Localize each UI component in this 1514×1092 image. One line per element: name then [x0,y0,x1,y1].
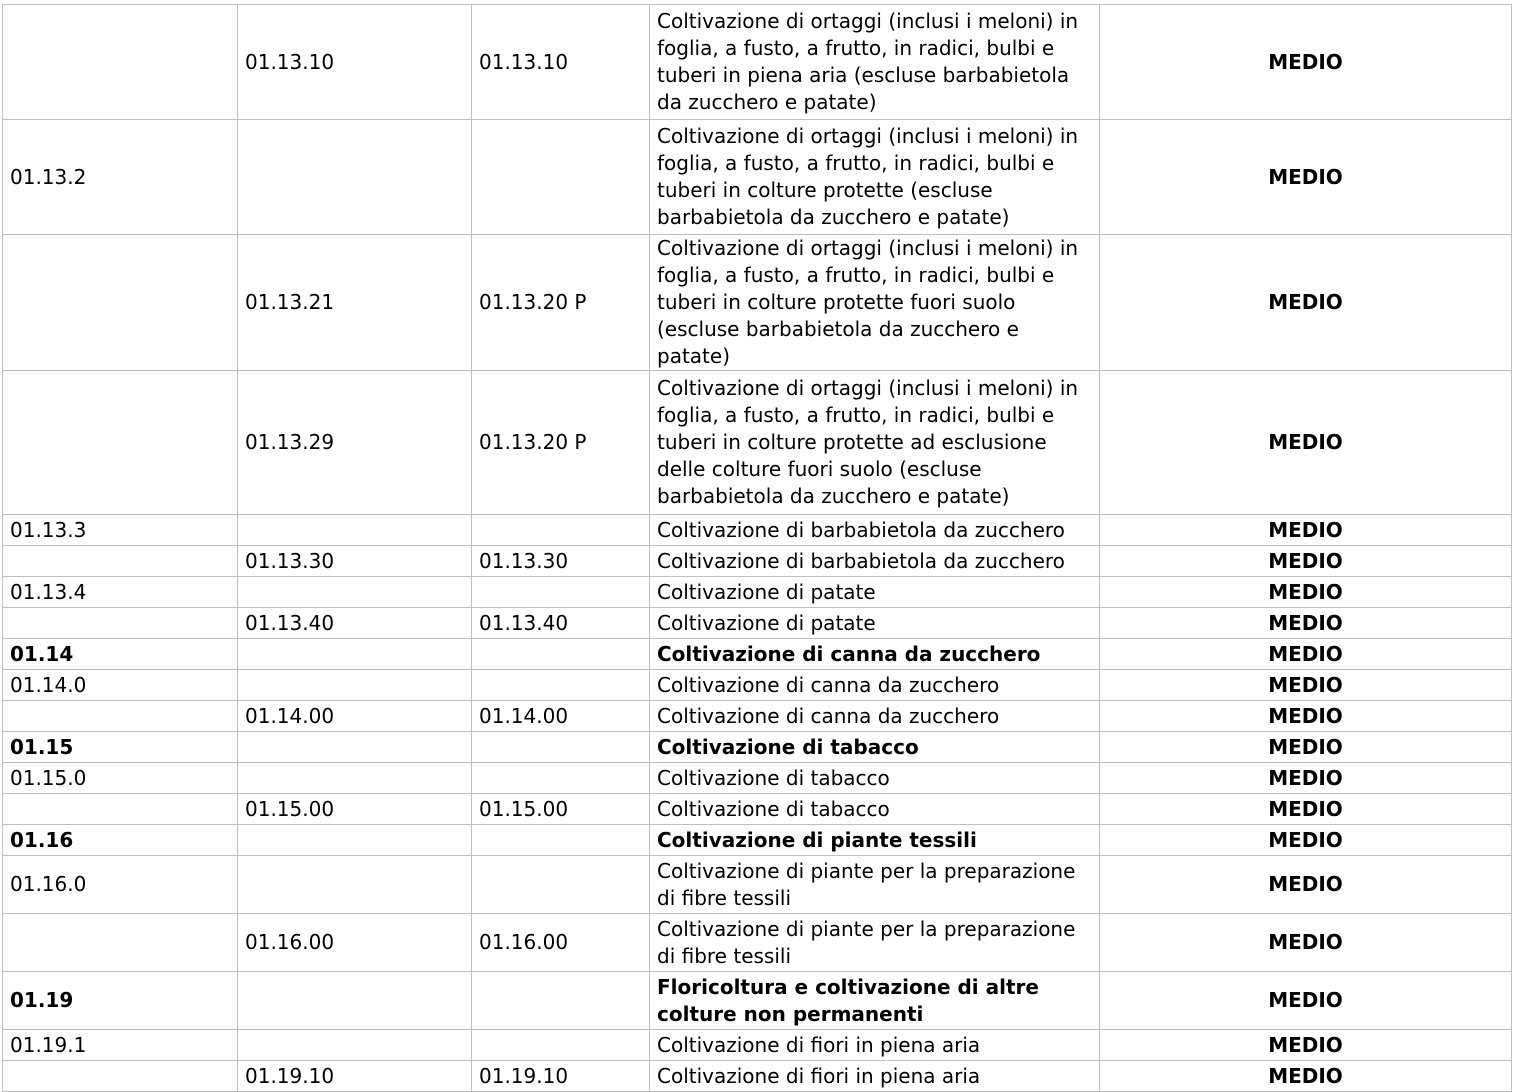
ateco-subcode: 01.16.00 [238,914,472,972]
table-row [3,1061,1512,1092]
ateco-code [3,794,238,825]
risk-level: MEDIO [1100,914,1512,972]
risk-level: MEDIO [1100,546,1512,577]
risk-level: MEDIO [1100,371,1512,515]
risk-level: MEDIO [1100,5,1512,120]
ateco-reference-code: 01.15.00 [472,794,650,825]
ateco-code: 01.15.0 [3,763,238,794]
ateco-code [3,5,238,120]
risk-level: MEDIO [1100,972,1512,1030]
ateco-reference-code [472,515,650,546]
ateco-subcode [238,825,472,856]
ateco-subcode: 01.13.30 [238,546,472,577]
activity-description: Coltivazione di patate [650,577,1100,608]
ateco-code: 01.13.2 [3,120,238,235]
table-row [3,5,1512,120]
activity-description: Coltivazione di barbabietola da zucchero [650,546,1100,577]
activity-description: Coltivazione di ortaggi (inclusi i meloni) in foglia, a fusto, a frutto, in radici, bulbi e tuberi in colture protette (escluse barbabietola da zucchero e patate) [650,120,1100,235]
risk-level: MEDIO [1100,701,1512,732]
ateco-code [3,701,238,732]
table-row [3,120,1512,235]
ateco-code [3,546,238,577]
activity-description: Coltivazione di tabacco [650,794,1100,825]
table-row [3,914,1512,972]
ateco-subcode [238,856,472,914]
ateco-risk-table [2,4,1512,1092]
ateco-reference-code [472,577,650,608]
ateco-reference-code: 01.13.20 P [472,371,650,515]
ateco-subcode [238,515,472,546]
risk-level: MEDIO [1100,763,1512,794]
ateco-code: 01.19.1 [3,1030,238,1061]
ateco-code [3,914,238,972]
risk-level: MEDIO [1100,670,1512,701]
table-row [3,732,1512,763]
ateco-reference-code [472,825,650,856]
activity-description: Coltivazione di tabacco [650,763,1100,794]
risk-level: MEDIO [1100,856,1512,914]
table-row [3,794,1512,825]
ateco-code: 01.19 [3,972,238,1030]
ateco-reference-code: 01.16.00 [472,914,650,972]
table-row [3,856,1512,914]
table-row [3,235,1512,371]
risk-level: MEDIO [1100,577,1512,608]
table-row [3,701,1512,732]
activity-description: Coltivazione di patate [650,608,1100,639]
ateco-subcode: 01.13.40 [238,608,472,639]
risk-level: MEDIO [1100,639,1512,670]
ateco-reference-code [472,639,650,670]
ateco-reference-code [472,856,650,914]
ateco-reference-code [472,120,650,235]
ateco-code [3,1061,238,1092]
table-row [3,371,1512,515]
ateco-reference-code: 01.13.10 [472,5,650,120]
ateco-subcode: 01.19.10 [238,1061,472,1092]
risk-level: MEDIO [1100,732,1512,763]
ateco-subcode [238,972,472,1030]
ateco-reference-code: 01.14.00 [472,701,650,732]
table-row [3,515,1512,546]
table-row [3,608,1512,639]
table-row [3,1030,1512,1061]
ateco-subcode: 01.13.10 [238,5,472,120]
ateco-subcode [238,732,472,763]
table-row [3,763,1512,794]
ateco-reference-code: 01.13.40 [472,608,650,639]
ateco-subcode [238,639,472,670]
activity-description: Coltivazione di canna da zucchero [650,670,1100,701]
risk-level: MEDIO [1100,120,1512,235]
ateco-code: 01.13.3 [3,515,238,546]
ateco-code [3,371,238,515]
risk-level: MEDIO [1100,608,1512,639]
risk-level: MEDIO [1100,235,1512,371]
ateco-reference-code: 01.19.10 [472,1061,650,1092]
ateco-reference-code: 01.13.30 [472,546,650,577]
ateco-reference-code [472,670,650,701]
ateco-subcode: 01.13.21 [238,235,472,371]
ateco-subcode: 01.13.29 [238,371,472,515]
ateco-reference-code: 01.13.20 P [472,235,650,371]
table-row [3,639,1512,670]
ateco-subcode: 01.15.00 [238,794,472,825]
activity-description: Coltivazione di piante per la preparazione di fibre tessili [650,856,1100,914]
activity-description: Coltivazione di canna da zucchero [650,701,1100,732]
ateco-code: 01.14 [3,639,238,670]
ateco-code: 01.13.4 [3,577,238,608]
ateco-subcode [238,1030,472,1061]
ateco-code: 01.14.0 [3,670,238,701]
ateco-subcode: 01.14.00 [238,701,472,732]
ateco-code: 01.15 [3,732,238,763]
ateco-code: 01.16.0 [3,856,238,914]
risk-level: MEDIO [1100,515,1512,546]
activity-description: Coltivazione di fiori in piena aria [650,1030,1100,1061]
activity-description: Coltivazione di canna da zucchero [650,639,1100,670]
activity-description: Coltivazione di ortaggi (inclusi i meloni) in foglia, a fusto, a frutto, in radici, bulbi e tuberi in piena aria (escluse barbabietola da zucchero e patate) [650,5,1100,120]
activity-description: Coltivazione di barbabietola da zucchero [650,515,1100,546]
ateco-reference-code [472,1030,650,1061]
table-row [3,670,1512,701]
risk-level: MEDIO [1100,1061,1512,1092]
table-row [3,577,1512,608]
ateco-subcode [238,577,472,608]
ateco-reference-code [472,763,650,794]
activity-description: Coltivazione di piante per la preparazione di fibre tessili [650,914,1100,972]
ateco-code [3,608,238,639]
ateco-reference-code [472,972,650,1030]
activity-description: Coltivazione di ortaggi (inclusi i meloni) in foglia, a fusto, a frutto, in radici, bulbi e tuberi in colture protette fuori suolo (escluse barbabietola da zucchero e patate) [650,235,1100,371]
activity-description: Coltivazione di piante tessili [650,825,1100,856]
ateco-reference-code [472,732,650,763]
risk-level: MEDIO [1100,825,1512,856]
table-row [3,825,1512,856]
ateco-subcode [238,120,472,235]
risk-level: MEDIO [1100,1030,1512,1061]
ateco-subcode [238,763,472,794]
ateco-code [3,235,238,371]
table-row [3,546,1512,577]
risk-level: MEDIO [1100,794,1512,825]
table-row [3,972,1512,1030]
activity-description: Floricoltura e coltivazione di altre colture non permanenti [650,972,1100,1030]
activity-description: Coltivazione di ortaggi (inclusi i meloni) in foglia, a fusto, a frutto, in radici, bulbi e tuberi in colture protette ad esclusione delle colture fuori suolo (escluse barbabietola da zucchero e patate) [650,371,1100,515]
ateco-code: 01.16 [3,825,238,856]
ateco-subcode [238,670,472,701]
activity-description: Coltivazione di fiori in piena aria [650,1061,1100,1092]
activity-description: Coltivazione di tabacco [650,732,1100,763]
